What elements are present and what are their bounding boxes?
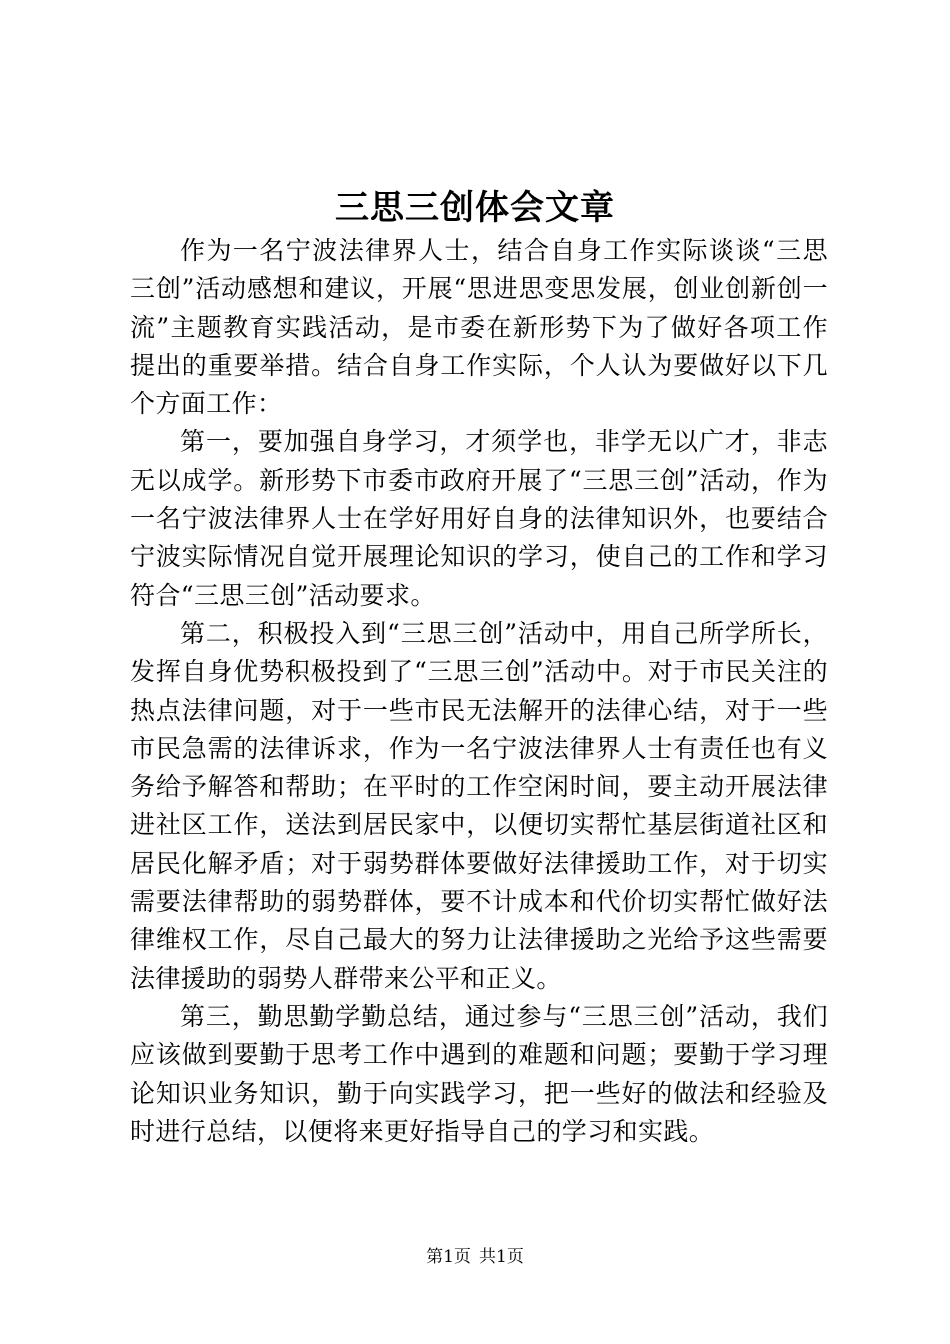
paragraph-second-point: 第二，积极投入到“三思三创”活动中，用自己所学所长，发挥自身优势积极投到了“三思三创”活动中。对于市民关注的热点法律问题，对于一些市民无法解开的法律心结，对于一些市民急需的法律诉求，作为一名宁波法律界人士有责任也有义务给予解答和帮助；在平时的工作空闲时间，要主动开展法律进社区工作，送法到居民家中，以便切实帮忙基层街道社区和居民化解矛盾；对于弱势群体要做好法律援助工作，对于切实需要法律帮助的弱势群体，要不计成本和代价切实帮忙做好法律维权工作，尽自己最大的努力让法律援助之光给予这些需要法律援助的弱势人群带来公平和正义。: [130, 618, 828, 993]
document-title: 三思三创体会文章: [335, 188, 615, 228]
page-total: 共1页: [479, 1247, 524, 1267]
page-footer: [0, 1245, 950, 1269]
page-number: 第1页: [426, 1247, 471, 1267]
paragraph-intro: 作为一名宁波法律界人士，结合自身工作实际谈谈“三思三创”活动感想和建议，开展“思进思变思发展，创业创新创一流”主题教育实践活动，是市委在新形势下为了做好各项工作提出的重要举措。结合自身工作实际，个人认为要做好以下几个方面工作：: [130, 236, 828, 419]
document-body: [130, 232, 828, 1151]
paragraph-third-point: 第三，勤思勤学勤总结，通过参与“三思三创”活动，我们应该做到要勤于思考工作中遇到的难题和问题；要勤于学习理论知识业务知识，勤于向实践学习，把一些好的做法和经验及时进行总结，以便将来更好指导自己的学习和实践。: [130, 1001, 828, 1146]
paragraph-first-point: 第一，要加强自身学习，才须学也，非学无以广才，非志无以成学。新形势下市委市政府开展了“三思三创”活动，作为一名宁波法律界人士在学好用好自身的法律知识外，也要结合宁波实际情况自觉开展理论知识的学习，使自己的工作和学习符合“三思三创”活动要求。: [130, 427, 828, 610]
